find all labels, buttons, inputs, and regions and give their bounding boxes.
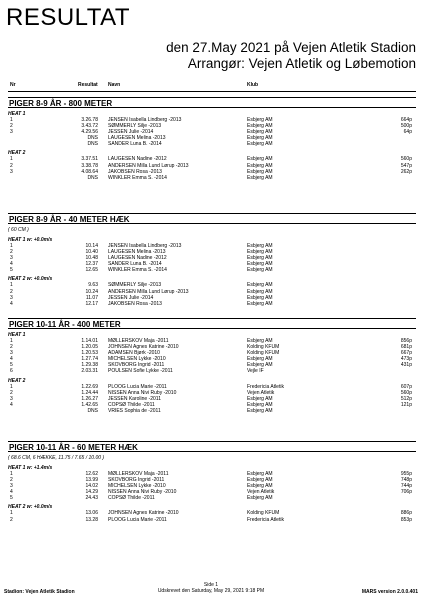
heat-label: HEAT 2 <box>8 377 26 384</box>
athlete-name: MØLLERSKOV Maja -2011 <box>108 471 169 477</box>
athlete-club: Esbjerg AM <box>247 477 273 484</box>
result-place: 4 <box>10 356 13 363</box>
col-club: Klub <box>247 82 259 88</box>
result-place: 5 <box>10 267 13 274</box>
result-value: 24.43 <box>85 495 98 502</box>
result-place: 3 <box>10 255 13 262</box>
result-value: 10.14 <box>85 243 98 249</box>
athlete-name: SKOVBORG Ingrid -2011 <box>108 477 165 484</box>
athlete-name: ANDERSEN Milla Lund Lørup -2013 <box>108 288 189 295</box>
athlete-club: Esbjerg AM <box>247 407 273 414</box>
athlete-club: Esbjerg AM <box>247 495 273 502</box>
athlete-name: NISSEN Anna Nivi Ruby -2010 <box>108 389 177 396</box>
result-place: 3 <box>10 483 13 490</box>
athlete-name: JAKOBSEN Rosa -2013 <box>108 168 162 175</box>
athlete-club: Esbjerg AM <box>247 401 273 408</box>
result-place: 1 <box>10 510 13 517</box>
athlete-club: Esbjerg AM <box>247 338 273 344</box>
result-value: 3.37.51 <box>81 156 98 163</box>
athlete-club: Esbjerg AM <box>247 129 273 136</box>
athlete-name: WINKLER Emma S. -2014 <box>108 267 167 274</box>
athlete-name: JOHNSEN Agnes Katrine -2010 <box>108 510 179 517</box>
athlete-club: Esbjerg AM <box>247 135 273 142</box>
footer-stadium: Stadion: Vejen Atletik Stadion <box>4 589 75 595</box>
result-value: DNS <box>87 407 98 414</box>
athlete-club: Esbjerg AM <box>247 362 273 369</box>
result-value: 3.38.78 <box>81 162 98 169</box>
result-value: 10.24 <box>85 288 98 295</box>
result-value: 3.26.78 <box>81 117 98 123</box>
result-value: 14.02 <box>85 483 98 490</box>
athlete-name: MICHELSEN Lykke -2010 <box>108 356 166 363</box>
result-row <box>8 408 416 414</box>
event-note: ( 68.6 CM, 6 HÆKKE, 11.75 / 7.65 / 10.00 ) <box>8 455 105 461</box>
athlete-club: Esbjerg AM <box>247 261 273 268</box>
result-place: 1 <box>10 117 13 123</box>
result-value: 1.20.53 <box>81 350 98 357</box>
athlete-name: SANDER Luna B. -2014 <box>108 141 162 148</box>
event-section <box>8 318 416 414</box>
result-points: 744p <box>400 483 412 490</box>
result-points: 681p <box>400 344 412 351</box>
athlete-name: SKOVBORG Ingrid -2011 <box>108 362 165 369</box>
result-points: 121p <box>400 401 412 408</box>
event-title: PIGER 10-11 ÅR - 60 METER HÆK <box>8 441 416 452</box>
athlete-name: JENSEN Isabella Lindberg -2013 <box>108 117 182 123</box>
result-points: 667p <box>400 350 412 357</box>
event-title: PIGER 10-11 ÅR - 400 METER <box>8 318 416 329</box>
result-place: 1 <box>10 282 13 289</box>
athlete-name: MICHELSEN Lykke -2010 <box>108 483 166 490</box>
page-title: RESULTAT <box>6 4 131 31</box>
result-place: 1 <box>10 156 13 163</box>
athlete-club: Esbjerg AM <box>247 356 273 363</box>
result-value: DNS <box>87 135 98 142</box>
footer-page-number: Side 1 <box>203 582 219 588</box>
footer-printed-date: Udskrevet den Saturday, May 29, 2021 9:18 PM <box>157 588 265 594</box>
column-header-row <box>8 79 416 92</box>
athlete-name: PLOOG Lucia Marie -2011 <box>108 516 167 523</box>
athlete-club: Esbjerg AM <box>247 141 273 148</box>
athlete-club: Fredericia Atletik <box>247 516 284 523</box>
athlete-name: SANDER Luna B. -2014 <box>108 261 162 268</box>
athlete-name: MØLLERSKOV Maja -2011 <box>108 338 169 344</box>
athlete-name: LAUGESEN Nadine -2012 <box>108 156 167 163</box>
result-points: 431p <box>400 362 412 369</box>
athlete-name: JESSEN Karoline -2011 <box>108 395 161 402</box>
meet-organizer: Arrangør: Vejen Atletik og Løbemotion <box>187 56 416 71</box>
result-value: 1.14.01 <box>81 338 98 344</box>
result-place: 2 <box>10 344 13 351</box>
result-points: 748p <box>400 477 412 484</box>
athlete-club: Esbjerg AM <box>247 249 273 256</box>
footer-version: MARS version 2.0.0.401 <box>361 589 418 595</box>
athlete-club: Esbjerg AM <box>247 168 273 175</box>
athlete-name: JESSEN Julie -2014 <box>108 294 154 301</box>
athlete-name: JOHNSEN Agnes Katrine -2010 <box>108 344 179 351</box>
athlete-club: Esbjerg AM <box>247 471 273 477</box>
result-row <box>8 175 416 181</box>
result-place: 3 <box>10 168 13 175</box>
result-points: 607p <box>400 383 412 390</box>
result-value: 10.48 <box>85 255 98 262</box>
result-place: 1 <box>10 338 13 344</box>
result-points: 856p <box>400 338 412 344</box>
result-place: 2 <box>10 249 13 256</box>
result-points: 560p <box>400 389 412 396</box>
athlete-club: Esbjerg AM <box>247 395 273 402</box>
athlete-name: LAUGESEN Nadine -2012 <box>108 255 167 262</box>
heat-label: HEAT 2 w: +0.0m/s <box>8 276 53 283</box>
heat-label: HEAT 1 <box>8 111 26 117</box>
result-points: 886p <box>400 510 412 517</box>
heat-label: HEAT 2 <box>8 150 26 157</box>
result-value: 12.65 <box>85 267 98 274</box>
result-value: 14.29 <box>85 489 98 496</box>
result-row <box>8 267 416 273</box>
result-place: 2 <box>10 389 13 396</box>
event-note: ( 60 CM ) <box>8 227 29 233</box>
athlete-name: VRIES Sophia de -2011 <box>108 407 161 414</box>
result-place: 3 <box>10 350 13 357</box>
athlete-name: JAKOBSEN Rosa -2013 <box>108 300 162 307</box>
result-row <box>8 495 416 501</box>
event-section <box>8 213 416 307</box>
result-place: 3 <box>10 129 13 136</box>
athlete-name: PLOOG Lucia Marie -2011 <box>108 383 167 390</box>
result-value: 1.42.65 <box>81 401 98 408</box>
result-points: 262p <box>400 168 412 175</box>
athlete-club: Vejle IF <box>247 368 264 375</box>
result-row <box>8 301 416 307</box>
result-value: DNS <box>87 174 98 181</box>
athlete-club: Esbjerg AM <box>247 288 273 295</box>
event-section <box>8 97 416 181</box>
col-place: Nr <box>10 82 16 88</box>
result-points: 473p <box>400 356 412 363</box>
athlete-club: Esbjerg AM <box>247 117 273 123</box>
athlete-club: Esbjerg AM <box>247 162 273 169</box>
athlete-club: Esbjerg AM <box>247 294 273 301</box>
result-place: 2 <box>10 162 13 169</box>
result-points: 64p <box>403 129 412 136</box>
result-points: 853p <box>400 516 412 523</box>
event-title: PIGER 8-9 ÅR - 40 METER HÆK <box>8 213 416 224</box>
heat-label: HEAT 2 w: +0.0m/s <box>8 504 53 511</box>
athlete-name: JESSEN Julie -2014 <box>108 129 154 136</box>
result-value: 1.27.74 <box>81 356 98 363</box>
result-place: 1 <box>10 383 13 390</box>
result-points: 664p <box>400 117 412 123</box>
col-name: Navn <box>108 82 121 88</box>
result-points: 706p <box>400 489 412 496</box>
result-value: 1.20.05 <box>81 344 98 351</box>
result-value: 11.07 <box>85 294 98 301</box>
result-value: 12.62 <box>85 471 98 477</box>
athlete-name: ANDERSEN Milla Lund Lørup -2013 <box>108 162 189 169</box>
athlete-name: SØMMERLY Silje -2013 <box>108 282 162 289</box>
result-points: 547p <box>400 162 412 169</box>
result-value: 1.29.38 <box>81 362 98 369</box>
result-place: 3 <box>10 294 13 301</box>
athlete-club: Vejen Atletik <box>247 489 275 496</box>
athlete-club: Kolding KFUM <box>247 510 280 517</box>
heat-label: HEAT 1 w: +1.4m/s <box>8 465 53 471</box>
athlete-club: Esbjerg AM <box>247 156 273 163</box>
result-place: 5 <box>10 495 13 502</box>
heat-label: HEAT 1 w: +0.0m/s <box>8 237 53 243</box>
result-place: 4 <box>10 261 13 268</box>
athlete-club: Esbjerg AM <box>247 255 273 262</box>
result-place: 3 <box>10 395 13 402</box>
result-points: 500p <box>400 123 412 130</box>
result-place: 1 <box>10 243 13 249</box>
result-value: DNS <box>87 141 98 148</box>
meet-date-venue: den 27.May 2021 på Vejen Atletik Stadion <box>166 40 416 55</box>
athlete-club: Esbjerg AM <box>247 282 273 289</box>
result-value: 3.43.72 <box>81 123 98 130</box>
result-row <box>8 141 416 147</box>
event-title: PIGER 8-9 ÅR - 800 METER <box>8 97 416 108</box>
result-value: 2.03.31 <box>81 368 98 375</box>
athlete-club: Esbjerg AM <box>247 174 273 181</box>
athlete-club: Esbjerg AM <box>247 267 273 274</box>
result-place: 4 <box>10 300 13 307</box>
result-place: 4 <box>10 489 13 496</box>
athlete-club: Kolding KFUM <box>247 344 280 351</box>
athlete-club: Fredericia Atletik <box>247 383 284 390</box>
result-place: 6 <box>10 368 13 375</box>
result-value: 13.28 <box>85 516 98 523</box>
athlete-club: Vejen Atletik <box>247 389 275 396</box>
result-value: 1.24.44 <box>81 389 98 396</box>
result-value: 10.40 <box>85 249 98 256</box>
athlete-name: NISSEN Anna Nivi Ruby -2010 <box>108 489 177 496</box>
result-value: 12.37 <box>85 261 98 268</box>
result-value: 1.26.27 <box>81 395 98 402</box>
result-place: 2 <box>10 516 13 523</box>
athlete-name: COPSØ Thilde -2011 <box>108 401 155 408</box>
athlete-club: Esbjerg AM <box>247 123 273 130</box>
result-value: 4.29.56 <box>81 129 98 136</box>
result-points: 955p <box>400 471 412 477</box>
athlete-name: JENSEN Isabella Lindberg -2013 <box>108 243 182 249</box>
result-place: 2 <box>10 288 13 295</box>
athlete-name: LAUGESEN Melina -2013 <box>108 135 166 142</box>
event-section <box>8 441 416 523</box>
result-value: 1.22.69 <box>81 383 98 390</box>
col-result: Resultat <box>78 82 98 88</box>
result-value: 12.17 <box>85 300 98 307</box>
athlete-name: LAUGESEN Melina -2013 <box>108 249 166 256</box>
result-value: 4.08.64 <box>81 168 98 175</box>
result-value: 9.63 <box>88 282 98 289</box>
heat-label: HEAT 1 <box>8 332 26 338</box>
result-row <box>8 517 416 523</box>
athlete-name: POULSEN Sofie Lykke -2011 <box>108 368 173 375</box>
meet-info <box>166 40 416 72</box>
result-value: 13.06 <box>85 510 98 517</box>
result-value: 13.99 <box>85 477 98 484</box>
athlete-club: Esbjerg AM <box>247 243 273 249</box>
result-points: 512p <box>400 395 412 402</box>
result-place: 5 <box>10 362 13 369</box>
result-row <box>8 368 416 374</box>
athlete-name: WINKLER Emma S. -2014 <box>108 174 167 181</box>
athlete-name: COPSØ Thilde -2011 <box>108 495 155 502</box>
result-place: 2 <box>10 123 13 130</box>
page-footer <box>4 580 418 596</box>
athlete-name: ADAMSEN Bjørk -2010 <box>108 350 160 357</box>
athlete-name: SØMMERLY Silje -2013 <box>108 123 162 130</box>
athlete-club: Kolding KFUM <box>247 350 280 357</box>
result-place: 4 <box>10 401 13 408</box>
athlete-club: Esbjerg AM <box>247 300 273 307</box>
athlete-club: Esbjerg AM <box>247 483 273 490</box>
result-place: 2 <box>10 477 13 484</box>
result-points: 560p <box>400 156 412 163</box>
result-place: 1 <box>10 471 13 477</box>
